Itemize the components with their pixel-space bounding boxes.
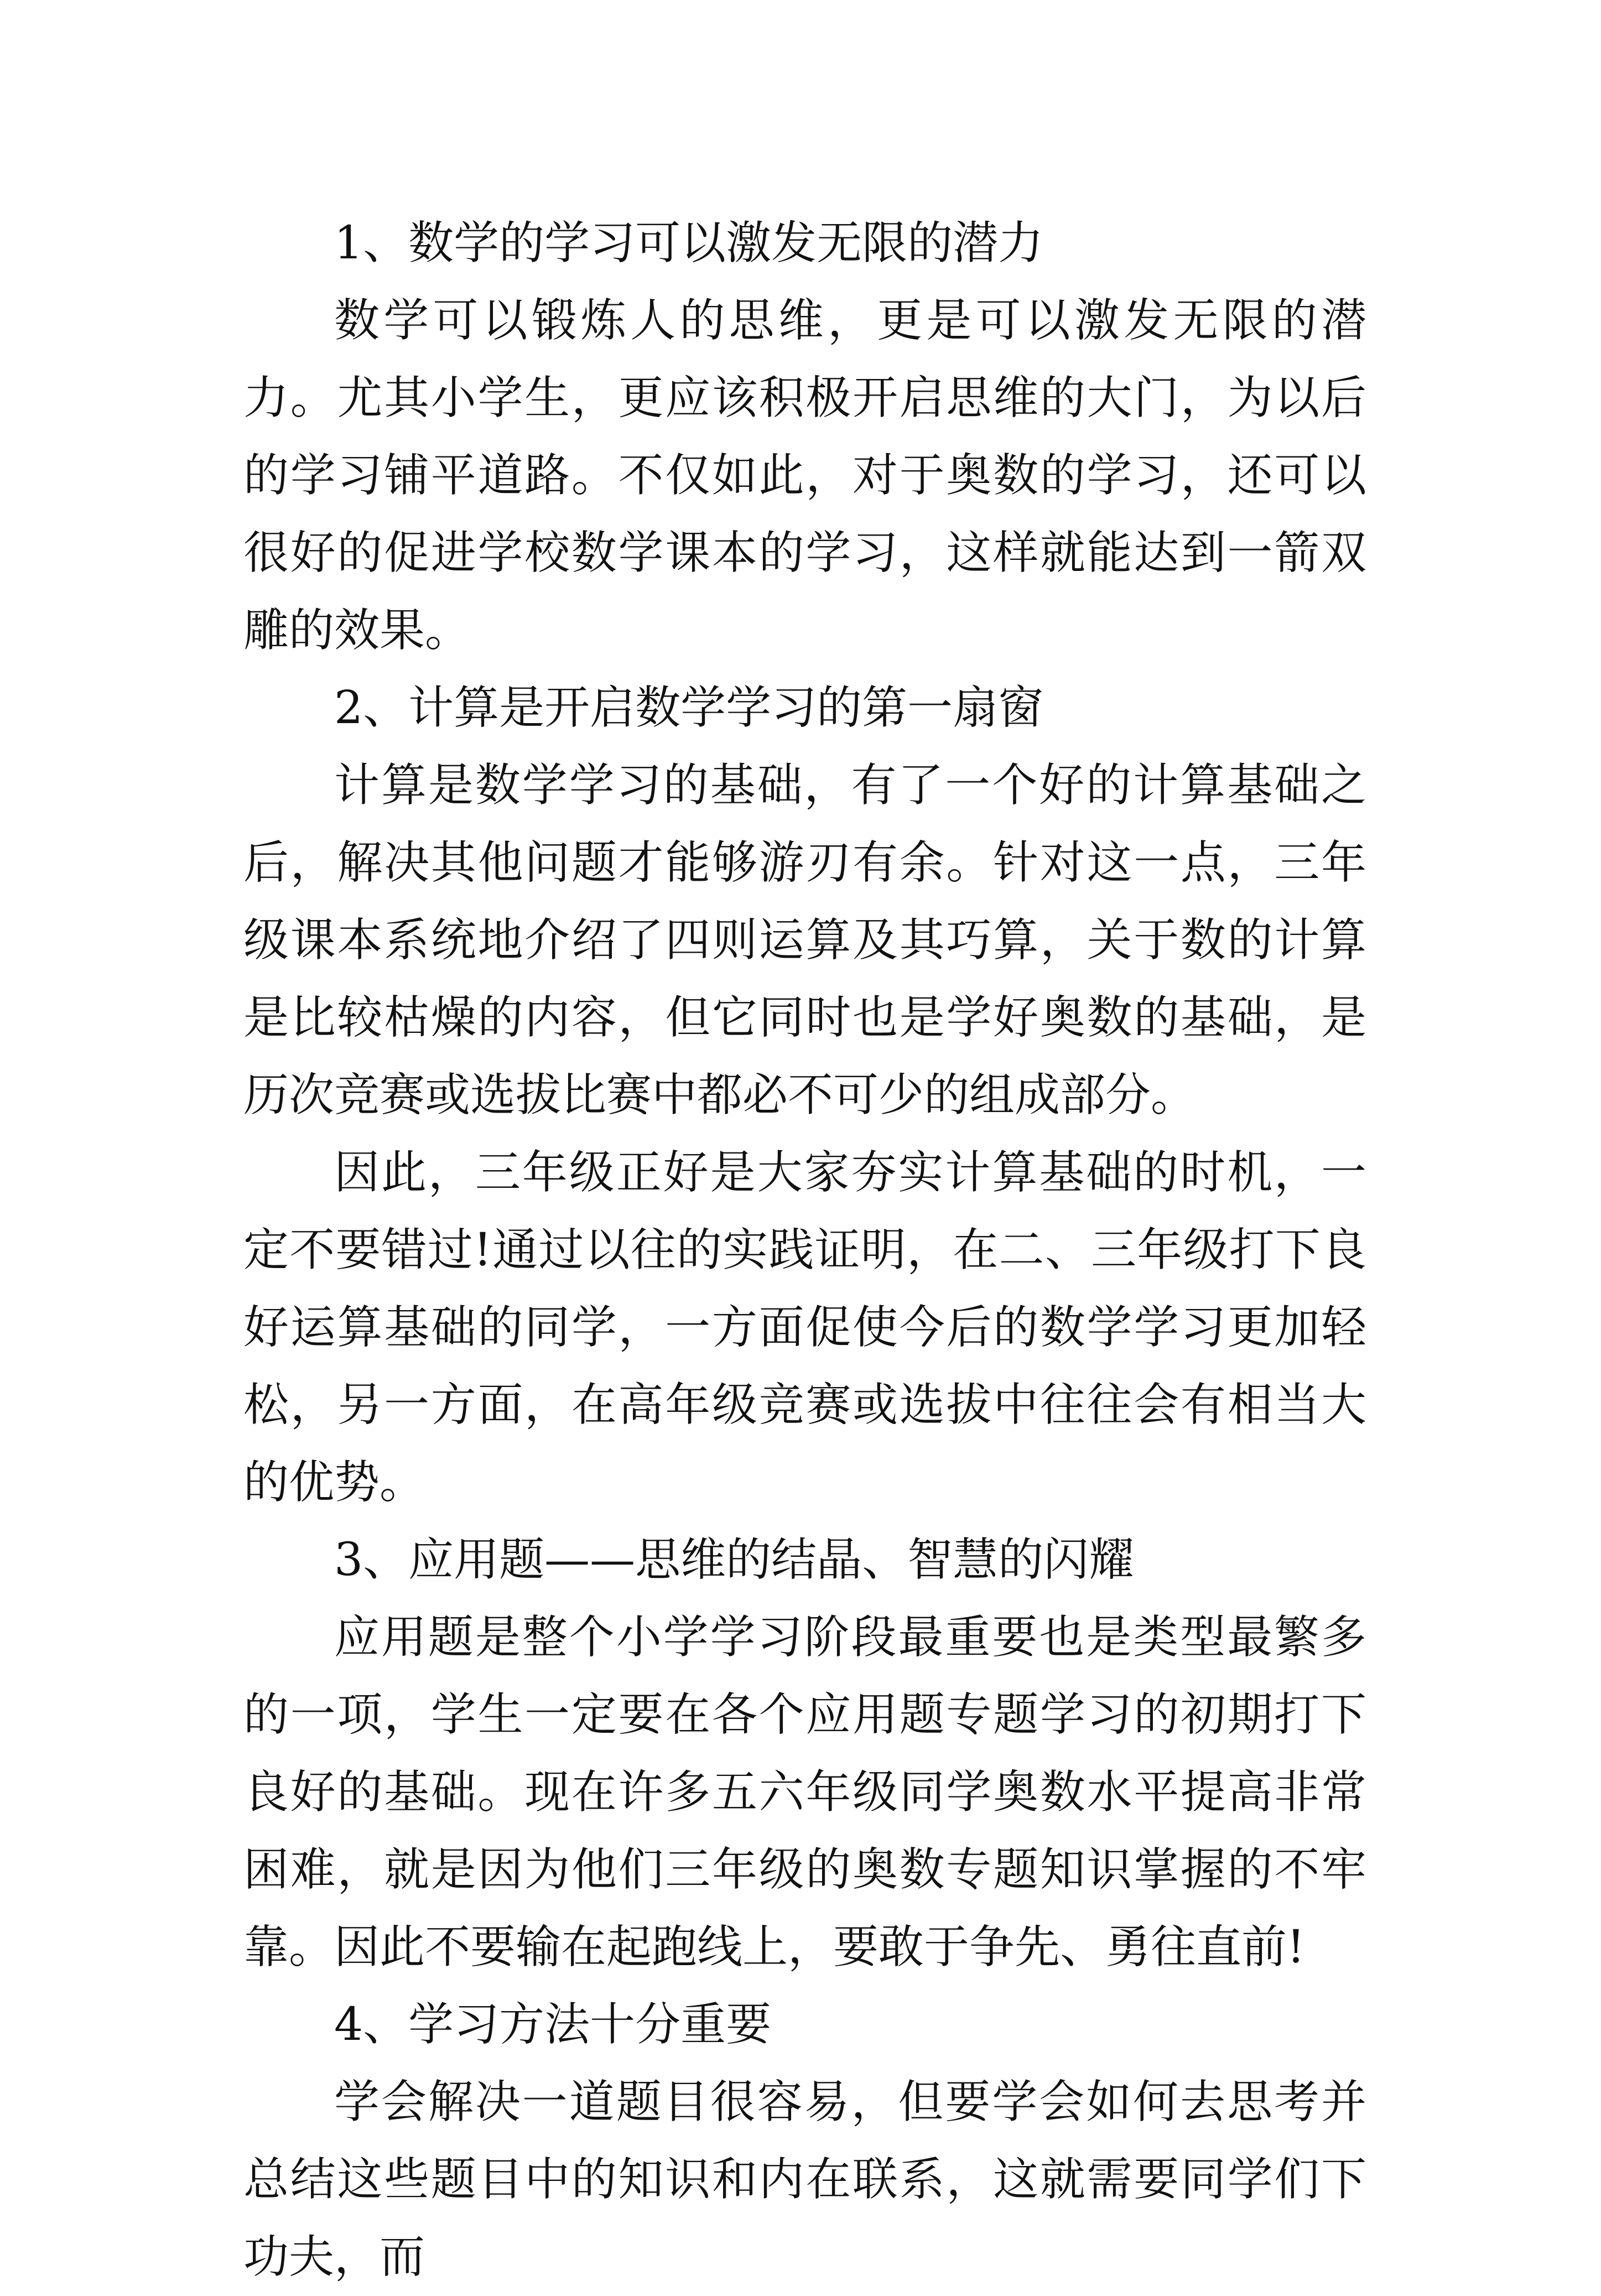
heading-2: 2、计算是开启数学学习的第一扇窗: [334, 682, 1044, 734]
paragraph-3: 因此，三年级正好是大家夯实计算基础的时机，一定不要错过!通过以往的实践证明，在二、三年级打下良好运算基础的同学，一方面促使今后的数学学习更加轻松，另一方面，在高年级竞赛或选拔中往往会有相当大的优势。: [243, 1146, 1366, 1509]
paragraph-5: 学会解决一道题目很容易，但要学会如何去思考并总结这些题目中的知识和内在联系，这就需要同学们下功夫，而: [243, 2076, 1366, 2283]
paragraph-4: 应用题是整个小学学习阶段最重要也是类型最繁多的一项，学生一定要在各个应用题专题学习的初期打下良好的基础。现在许多五六年级同学奥数水平提高非常困难，就是因为他们三年级的奥数专题知识掌握的不牢靠。因此不要输在起跑线上，要敢于争先、勇往直前!: [243, 1611, 1366, 1973]
document-body: [243, 205, 1366, 2296]
paragraph-2: 计算是数学学习的基础，有了一个好的计算基础之后，解决其他问题才能够游刃有余。针对这一点，三年级课本系统地介绍了四则运算及其巧算，关于数的计算是比较枯燥的内容，但它同时也是学好奥数的基础，是历次竞赛或选拔比赛中都必不可少的组成部分。: [243, 759, 1366, 1121]
paragraph-1: 数学可以锻炼人的思维，更是可以激发无限的潜力。尤其小学生，更应该积极开启思维的大门，为以后的学习铺平道路。不仅如此，对于奥数的学习，还可以很好的促进学校数学课本的学习，这样就能达到一箭双雕的效果。: [243, 294, 1366, 657]
heading-1: 1、数学的学习可以激发无限的潜力: [334, 217, 1044, 269]
heading-4: 4、学习方法十分重要: [334, 1998, 772, 2051]
heading-3: 3、应用题——思维的结晶、智慧的闪耀: [334, 1534, 1135, 1586]
